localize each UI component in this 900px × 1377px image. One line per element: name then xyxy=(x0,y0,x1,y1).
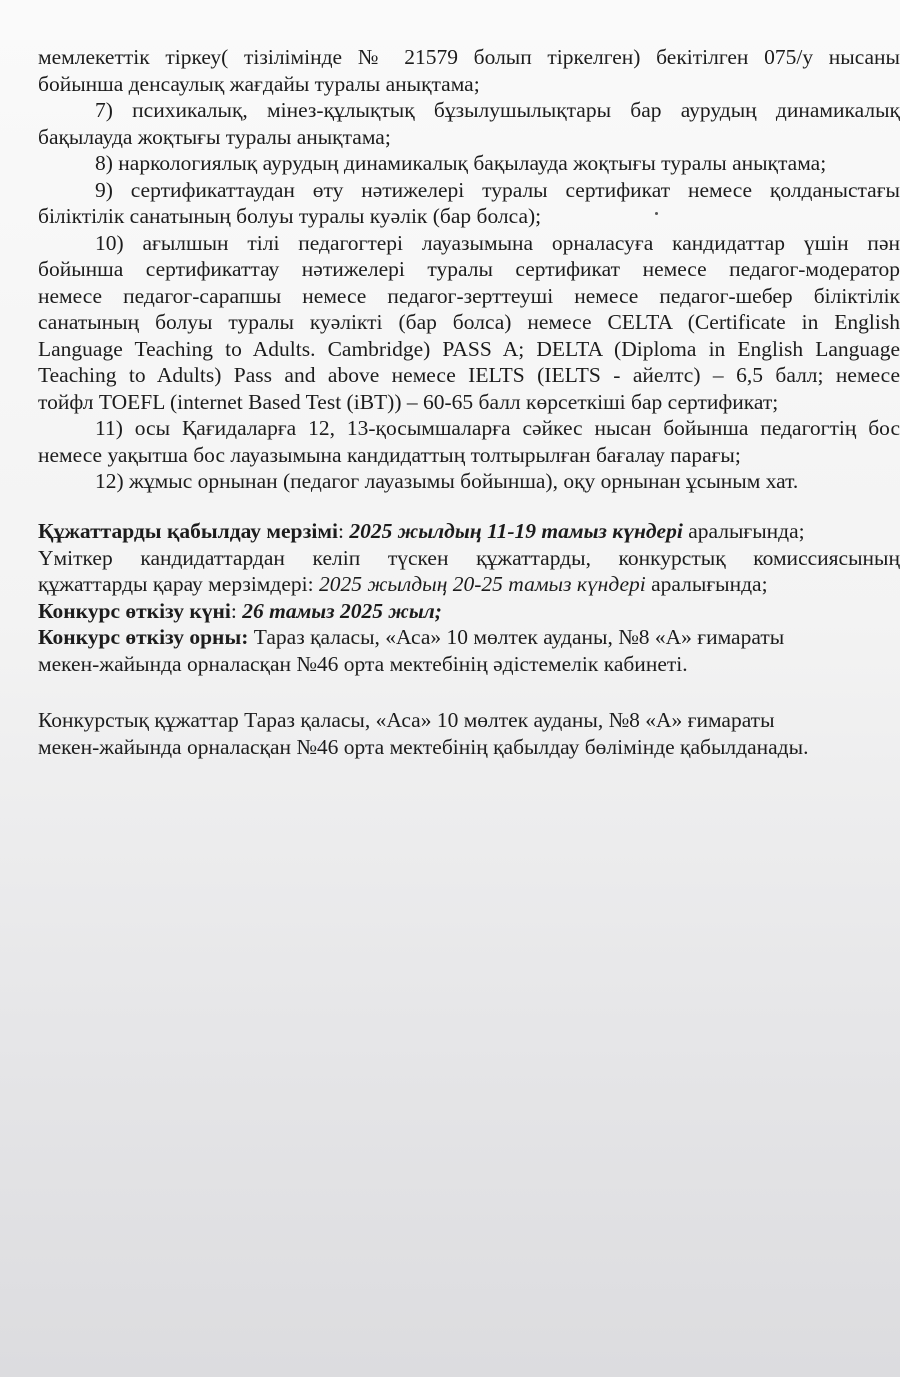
review-period xyxy=(38,571,900,598)
list-item-8: 8) наркологиялық аурудың динамикалық бақылауда жоқтығы туралы анықтама; xyxy=(95,151,827,175)
list-line: санатының болуы туралы куәлікті (бар болса) немесе CELTA (Certificate in English xyxy=(38,310,900,334)
list-line: бойынша денсаулық жағдайы туралы анықтама; xyxy=(38,71,480,96)
list-line: бойынша сертификаттау нәтижелері туралы сертификат немесе педагог-модератор xyxy=(38,257,900,281)
list-item-12: 12) жұмыс орнынан (педагог лауазымы бойынша), оқу орнынан ұсыным хат. xyxy=(95,469,799,493)
list-line: бақылауда жоқтығы туралы анықтама; xyxy=(38,124,391,149)
venue-address: Тараз қаласы, «Аса» 10 мөлтек ауданы, №8 «А» ғимараты xyxy=(248,625,785,649)
document-list xyxy=(38,44,900,495)
list-line: немесе уақытша бос лауазымына кандидаттың толтырылған бағалау парағы; xyxy=(38,442,741,467)
list-item-11: 11) осы Қағидаларға 12, 13-қосымшаларға сәйкес нысан бойынша педагогтің бос xyxy=(95,416,900,440)
review-dates: 2025 жылдың 20-25 тамыз күндері xyxy=(318,572,646,596)
contest-date-value: 26 тамыз 2025 жыл; xyxy=(242,598,442,623)
list-line: тойфл TOEFL (internet Based Test (iBT)) – 60-65 балл көрсеткіші бар сертификат; xyxy=(38,389,779,414)
paper-speck xyxy=(655,212,658,215)
list-line: Teaching to Adults) Pass and above немесе IELTS (IELTS - айелтс) – 6,5 балл; немесе xyxy=(38,363,900,387)
list-item-10: 10) ағылшын тілі педагогтері лауазымына орналасуға кандидаттар үшін пән xyxy=(95,230,900,255)
contest-date xyxy=(38,598,900,625)
acceptance-line-2: мекен-жайында орналасқан №46 орта мектебінің қабылдау бөлімінде қабылданады. xyxy=(38,734,809,759)
list-line: Language Teaching to Adults. Cambridge) PASS A; DELTA (Diploma in English Language xyxy=(38,336,900,361)
submission-sep: : xyxy=(338,519,350,543)
contest-date-sep: : xyxy=(230,598,243,623)
list-line: біліктілік санатының болуы туралы куәлік (бар болса); xyxy=(38,204,542,228)
list-item-7: 7) психикалық, мінез-құлықтық бұзылушылықтары бар аурудың динамикалық xyxy=(95,98,900,122)
review-line: Үміткер кандидаттардан келіп түскен құжаттарды, конкурстық комиссиясының xyxy=(38,545,900,570)
review-tail: аралығында; xyxy=(645,572,768,596)
list-item-9: 9) сертификаттаудан өту нәтижелері туралы сертификат немесе қолданыстағы xyxy=(95,177,900,202)
deadlines-section xyxy=(38,518,900,677)
submission-dates: 2025 жылдың 11-19 тамыз күндері xyxy=(349,519,683,543)
contest-date-label: Конкурс өткізу күні xyxy=(38,598,231,623)
acceptance-line: Конкурстық құжаттар Тараз қаласы, «Аса» 10 мөлтек ауданы, №8 «А» ғимараты xyxy=(38,708,775,732)
review-prefix: құжаттарды қарау мерзімдері: xyxy=(38,572,319,596)
submission-period xyxy=(38,518,900,545)
submission-tail: аралығында; xyxy=(682,519,805,543)
list-line: мемлекеттік тіркеу( тізілімінде № 21579 болып тіркелген) бекітілген 075/у нысаны xyxy=(38,45,900,69)
venue-label: Конкурс өткізу орны: xyxy=(38,625,249,649)
venue-line-2: мекен-жайында орналасқан №46 орта мектебінің әдістемелік кабинеті. xyxy=(38,651,688,676)
list-line: немесе педагог-сарапшы немесе педагог-зерттеуші немесе педагог-шебер біліктілік xyxy=(38,283,900,308)
venue-line xyxy=(38,624,900,651)
acceptance-section xyxy=(38,707,900,760)
submission-label: Құжаттарды қабылдау мерзімі xyxy=(38,519,339,543)
